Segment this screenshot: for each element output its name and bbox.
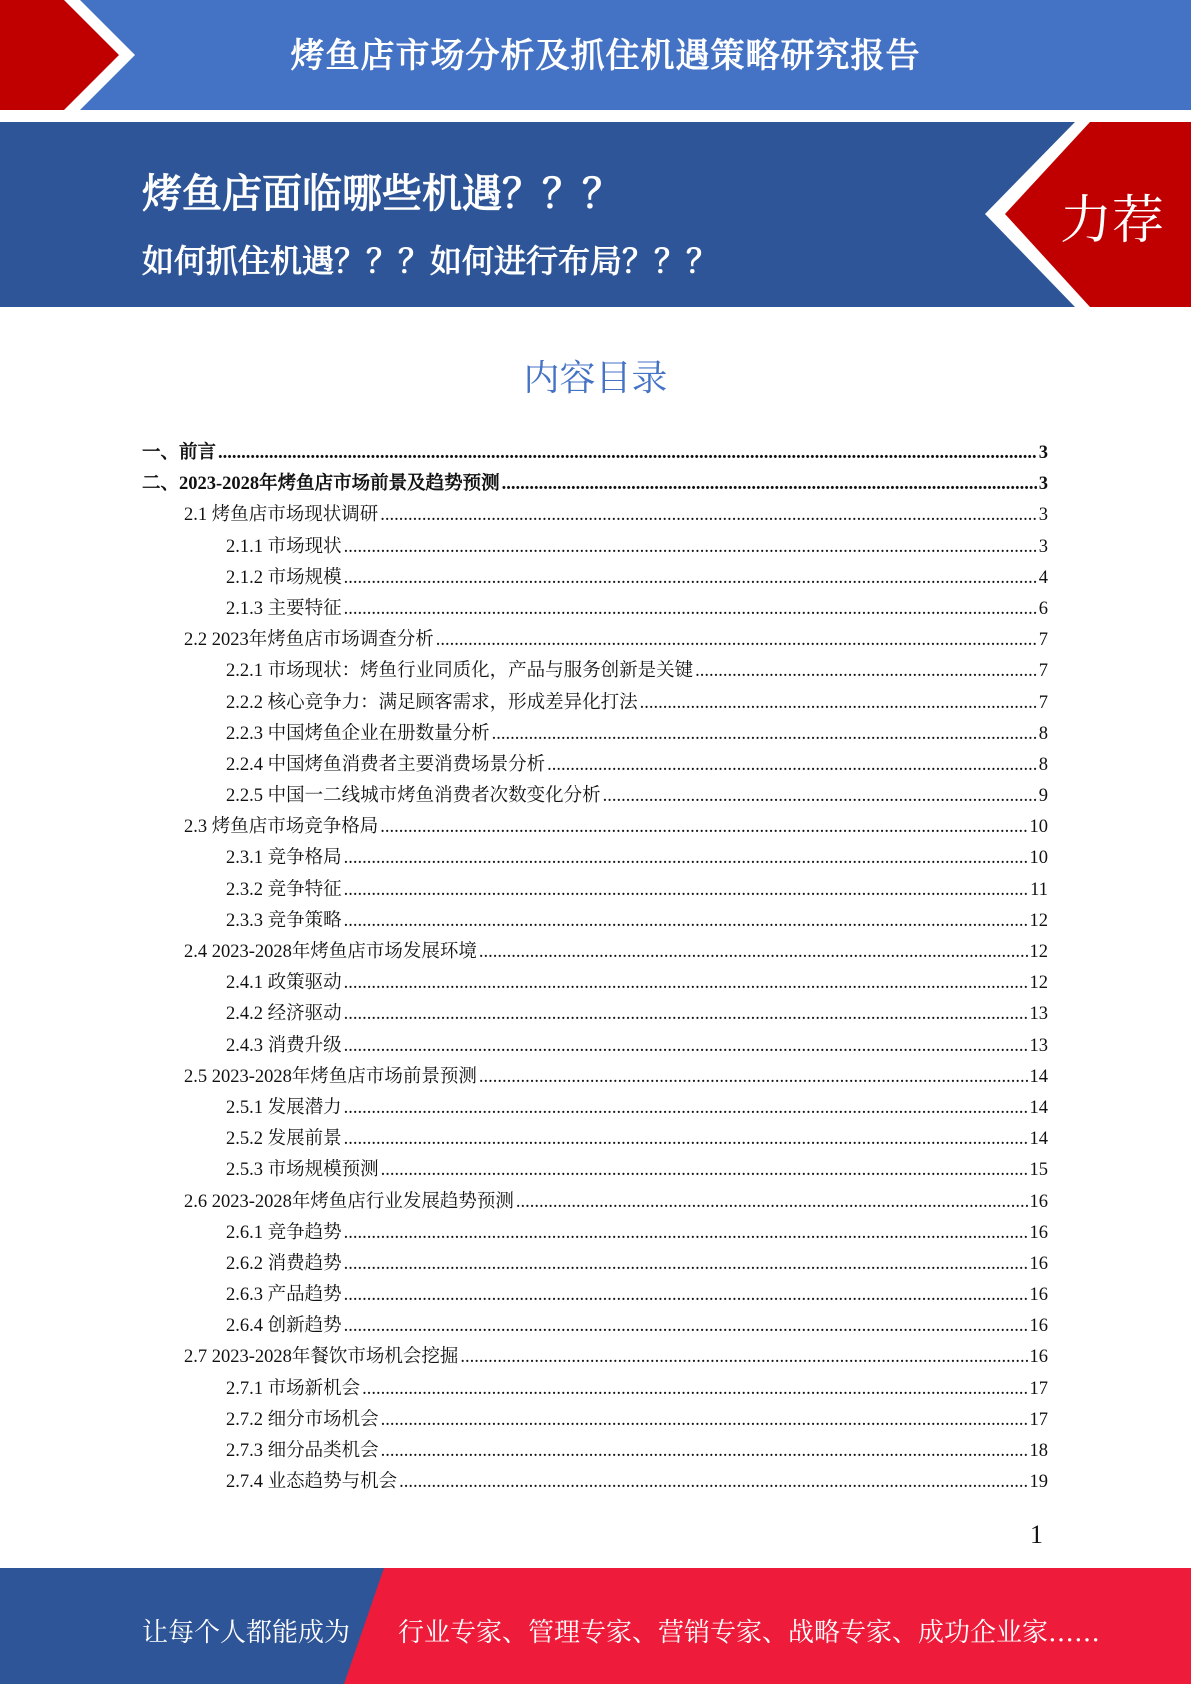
toc-entry[interactable]: 2.6.4 创新趋势 ..... 16 [142, 1311, 1048, 1342]
toc-entry[interactable]: 一、前言 ..... 3 [142, 438, 1048, 469]
page-number: 1 [1030, 1520, 1043, 1549]
recommend-badge: 力荐 [1060, 191, 1165, 251]
toc-title: 内容目录 [523, 358, 668, 399]
toc-entry[interactable]: 2.4.2 经济驱动 ..... 13 [142, 999, 1048, 1030]
toc-entry[interactable]: 2.7.3 细分品类机会 ..... 18 [142, 1436, 1048, 1467]
toc-entry[interactable]: 2.6 2023-2028年烤鱼店行业发展趋势预测 ..... 16 [142, 1187, 1048, 1218]
toc-entry[interactable]: 2.5.3 市场规模预测 ..... 15 [142, 1155, 1048, 1186]
toc-entry[interactable]: 2.7.2 细分市场机会 ..... 17 [142, 1405, 1048, 1436]
toc-entry[interactable]: 2.6.3 产品趋势 ..... 16 [142, 1280, 1048, 1311]
toc-entry[interactable]: 2.5 2023-2028年烤鱼店市场前景预测 ..... 14 [142, 1062, 1048, 1093]
table-of-contents [142, 438, 1048, 1498]
toc-entry[interactable]: 2.3.3 竞争策略 ..... 12 [142, 906, 1048, 937]
toc-entry[interactable]: 2.4.3 消费升级 ..... 13 [142, 1031, 1048, 1062]
report-title: 烤鱼店市场分析及抓住机遇策略研究报告 [290, 36, 921, 76]
hero-question-1: 烤鱼店面临哪些机遇？？？ [142, 171, 622, 217]
toc-entry[interactable]: 2.7.4 业态趋势与机会 ..... 19 [142, 1467, 1048, 1498]
toc-entry[interactable]: 2.1.3 主要特征 ..... 6 [142, 594, 1048, 625]
toc-entry[interactable]: 2.3 烤鱼店市场竞争格局 ..... 10 [142, 812, 1048, 843]
footer-slogan-right: 行业专家、管理专家、营销专家、战略专家、成功企业家…… [398, 1618, 1101, 1648]
toc-entry[interactable]: 2.5.2 发展前景 ..... 14 [142, 1124, 1048, 1155]
toc-entry[interactable]: 2.1.2 市场规模 ..... 4 [142, 563, 1048, 594]
toc-entry[interactable]: 2.5.1 发展潜力 ..... 14 [142, 1093, 1048, 1124]
toc-entry[interactable]: 2.1 烤鱼店市场现状调研 ..... 3 [142, 500, 1048, 531]
hero-question-2: 如何抓住机遇？？？如何进行布局？？？ [142, 242, 719, 280]
toc-entry[interactable]: 2.7 2023-2028年餐饮市场机会挖掘 ..... 16 [142, 1342, 1048, 1373]
toc-entry[interactable]: 2.7.1 市场新机会 ..... 17 [142, 1374, 1048, 1405]
toc-entry[interactable]: 2.6.2 消费趋势 ..... 16 [142, 1249, 1048, 1280]
toc-entry[interactable]: 2.2.1 市场现状：烤鱼行业同质化，产品与服务创新是关键 ..... 7 [142, 656, 1048, 687]
toc-entry[interactable]: 2.2.2 核心竞争力：满足顾客需求，形成差异化打法 ..... 7 [142, 688, 1048, 719]
toc-entry[interactable]: 2.6.1 竞争趋势 ..... 16 [142, 1218, 1048, 1249]
footer-slogan-left: 让每个人都能成为 [142, 1618, 351, 1648]
toc-entry[interactable]: 2.1.1 市场现状 ..... 3 [142, 532, 1048, 563]
toc-entry[interactable]: 2.4.1 政策驱动 ..... 12 [142, 968, 1048, 999]
toc-entry[interactable]: 2.2.4 中国烤鱼消费者主要消费场景分析 ..... 8 [142, 750, 1048, 781]
toc-entry[interactable]: 2.2 2023年烤鱼店市场调查分析 ..... 7 [142, 625, 1048, 656]
toc-entry[interactable]: 2.2.3 中国烤鱼企业在册数量分析 ..... 8 [142, 719, 1048, 750]
toc-entry[interactable]: 2.3.2 竞争特征 ..... 11 [142, 875, 1048, 906]
toc-entry[interactable]: 2.4 2023-2028年烤鱼店市场发展环境 ..... 12 [142, 937, 1048, 968]
toc-entry[interactable]: 二、2023-2028年烤鱼店市场前景及趋势预测 ..... 3 [142, 469, 1048, 500]
toc-entry[interactable]: 2.2.5 中国一二线城市烤鱼消费者次数变化分析 ..... 9 [142, 781, 1048, 812]
toc-entry[interactable]: 2.3.1 竞争格局 ..... 10 [142, 843, 1048, 874]
